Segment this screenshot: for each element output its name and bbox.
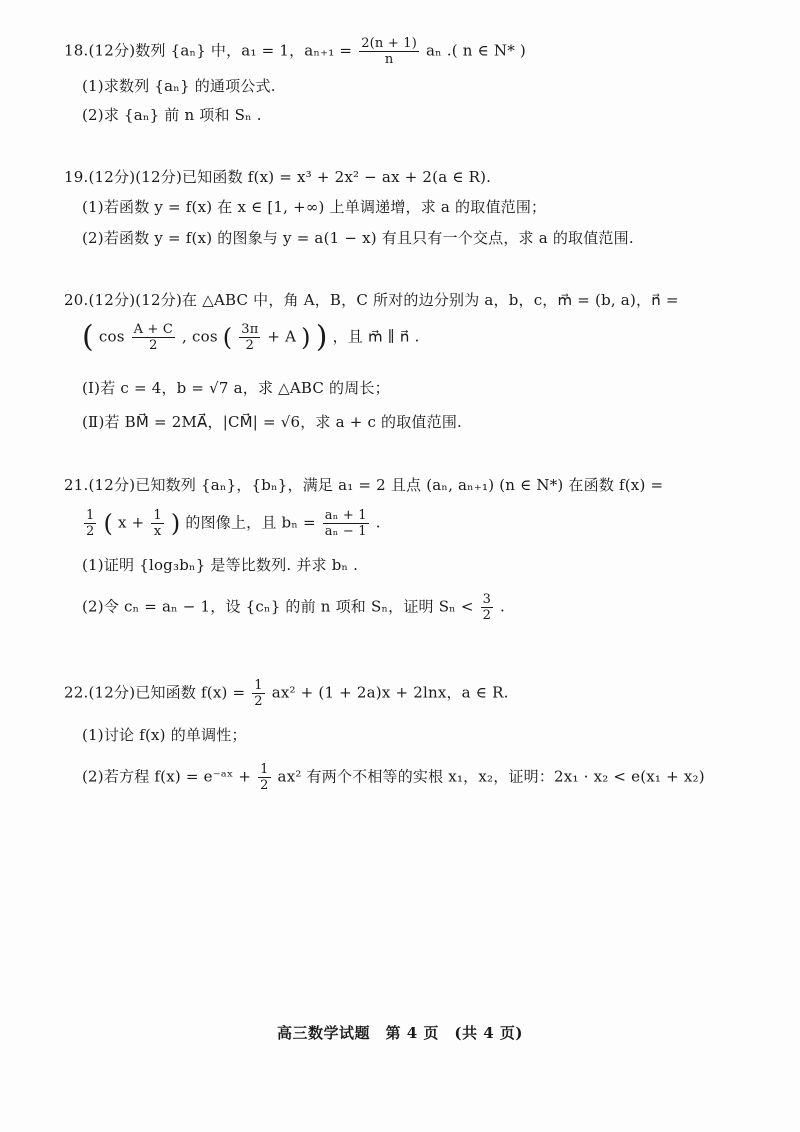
q19-part2: (2)若函数 y = f(x) 的图象与 y = a(1 − x) 有且只有一个交点，求 a 的取值范围. [82,229,634,247]
q22-fraction [252,678,264,709]
q22-part2 [82,762,705,793]
q18-stem-text: 18.(12分)数列 {aₙ} 中，a₁ = 1，aₙ₊₁ = [64,41,353,60]
q20-frac2 [239,322,260,353]
q20-frac1-denominator: 2 [149,338,158,353]
q20-cos2: , cos [182,327,218,346]
q19-stem: 19.(12分)(12分)已知函数 f(x) = x³ + 2x² − ax + 2(a ∈ R). [64,168,492,186]
q21-part2-numerator: 3 [482,592,492,607]
q20-plus-a: + A [267,327,297,346]
q21-inverse-denominator: x [153,524,162,539]
q20-cos1: cos [98,327,125,346]
q20-part1: (Ⅰ)若 c = 4，b = √7 a，求 △ABC 的周长； [82,379,390,397]
q20-vector-n [82,319,420,355]
q21-inverse-numerator: 1 [153,508,162,523]
q21-bn-denominator: aₙ − 1 [324,524,367,539]
q22-part2-tail: ax² 有两个不相等的实根 x₁，x₂，证明：2x₁ · x₂ < e(x₁ + x₂) [277,767,705,786]
q22-stem-text: 22.(12分)已知函数 f(x) = [64,683,246,702]
q21-half-denominator: 2 [86,524,95,539]
q18-part2: (2)求 {aₙ} 前 n 项和 Sₙ . [82,106,262,124]
q21-left-paren: ( [103,509,114,538]
q20-inner-right-paren: ) [301,323,311,352]
q21-part2-denominator: 2 [482,608,492,623]
q21-half [84,508,96,539]
q21-part2-fraction [481,592,493,623]
q21-part2-period: . [500,597,505,616]
q21-inner-x: x + [118,513,145,532]
q21-right-paren: ) [170,509,181,538]
q18-fraction [359,36,419,67]
q22-stem [64,678,509,709]
q22-part1: (1)讨论 f(x) 的单调性； [82,726,247,744]
q20-stem: 20.(12分)(12分)在 △ABC 中，角 A，B，C 所对的边分别为 a，b，c，m⃗ = (b, a)，n⃗ = [64,291,679,309]
q18-stem-tail: aₙ .( n ∈ N* ) [425,41,526,60]
q22-frac-denominator: 2 [254,694,263,709]
q21-part1: (1)证明 {log₃bₙ} 是等比数列. 并求 bₙ . [82,556,359,574]
q21-part2 [82,592,505,623]
q21-bn-def: 的图像上，且 bₙ = [185,513,316,532]
q20-inner-left-paren: ( [222,323,233,352]
q22-part2-text: (2)若方程 f(x) = e⁻ᵃˣ + [82,767,252,786]
q18-stem [64,36,526,67]
q22-part2-denominator: 2 [260,778,269,793]
q20-right-paren: ) [315,319,328,355]
q18-part1: (1)求数列 {aₙ} 的通项公式. [82,77,276,95]
q20-frac2-numerator: 3π [241,322,259,337]
q18-frac-denominator: n [384,52,394,67]
q21-bn-fraction [323,508,369,539]
q20-part2: (Ⅱ)若 BM⃗ = 2MA⃗，|CM⃗| = √6，求 a + c 的取值范围. [82,413,462,431]
q21-part2-text: (2)令 cₙ = aₙ − 1，设 {cₙ} 的前 n 项和 Sₙ，证明 Sₙ < [82,597,474,616]
q22-part2-numerator: 1 [260,762,269,777]
q22-frac-numerator: 1 [254,678,263,693]
q20-frac2-denominator: 2 [245,338,255,353]
page-footer: 高三数学试题 第 4 页 (共 4 页) [277,1024,523,1042]
q21-period: . [375,513,381,532]
q21-stem: 21.(12分)已知数列 {aₙ}，{bₙ}，满足 a₁ = 2 且点 (aₙ, aₙ₊₁) (n ∈ N*) 在函数 f(x) = [64,476,664,494]
q22-part2-fraction [258,762,270,793]
q22-stem-tail: ax² + (1 + 2a)x + 2lnx，a ∈ R. [271,683,509,702]
q18-frac-numerator: 2(n + 1) [361,36,418,51]
q21-function-line [82,508,381,539]
q20-left-paren: ( [82,319,94,355]
q19-part1: (1)若函数 y = f(x) 在 x ∈ [1, +∞) 上单调递增，求 a 的取值范围； [82,198,547,216]
q21-half-numerator: 1 [86,508,95,523]
q20-condition: ，且 m⃗ ∥ n⃗ . [332,327,420,346]
q20-frac1-numerator: A + C [133,322,174,337]
q21-bn-numerator: aₙ + 1 [324,508,367,523]
q20-frac1 [132,322,176,353]
q21-inverse [151,508,163,539]
